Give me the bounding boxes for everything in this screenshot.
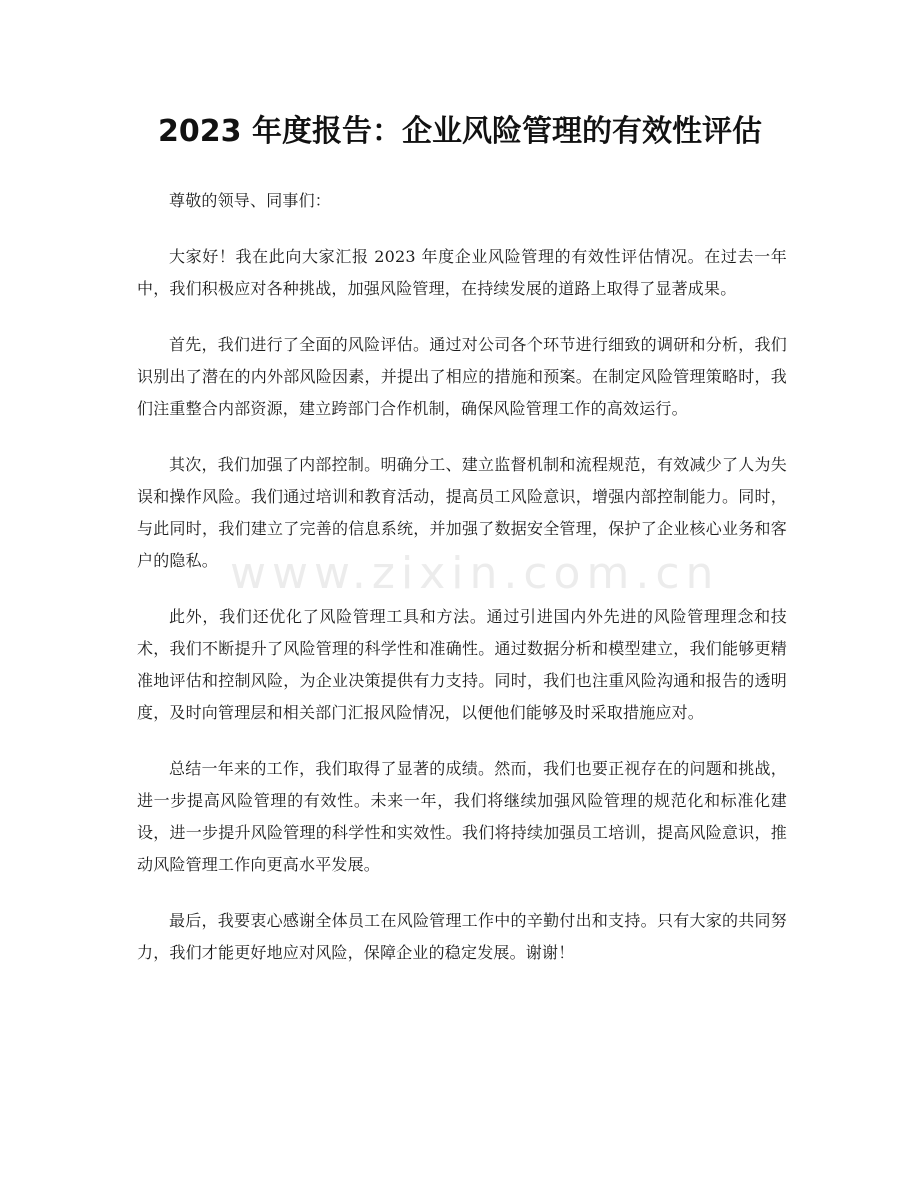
risk-assessment-paragraph: 首先，我们进行了全面的风险评估。通过对公司各个环节进行细致的调研和分析，我们识别出了潜在的内外部风险因素，并提出了相应的措施和预案。在制定风险管理策略时，我们注重整合内部资源，建立跨部门合作机制，确保风险管理工作的高效运行。: [137, 335, 787, 418]
document-body: [137, 185, 787, 993]
closing-paragraph: 最后，我要衷心感谢全体员工在风险管理工作中的辛勤付出和支持。只有大家的共同努力，我们才能更好地应对风险，保障企业的稳定发展。谢谢！: [137, 911, 787, 962]
tools-methods-paragraph: 此外，我们还优化了风险管理工具和方法。通过引进国内外先进的风险管理理念和技术，我们不断提升了风险管理的科学性和准确性。通过数据分析和模型建立，我们能够更精准地评估和控制风险，为企业决策提供有力支持。同时，我们也注重风险沟通和报告的透明度，及时向管理层和相关部门汇报风险情况，以便他们能够及时采取措施应对。: [137, 607, 787, 722]
internal-control-paragraph: 其次，我们加强了内部控制。明确分工、建立监督机制和流程规范，有效减少了人为失误和操作风险。我们通过培训和教育活动，提高员工风险意识，增强内部控制能力。同时，与此同时，我们建立了完善的信息系统，并加强了数据安全管理，保护了企业核心业务和客户的隐私。: [137, 455, 787, 570]
document-title: 2023 年度报告：企业风险管理的有效性评估: [158, 114, 762, 149]
intro-paragraph: 大家好！我在此向大家汇报 2023 年度企业风险管理的有效性评估情况。在过去一年中，我们积极应对各种挑战，加强风险管理，在持续发展的道路上取得了显著成果。: [137, 247, 787, 298]
greeting-paragraph: 尊敬的领导、同事们：: [169, 191, 332, 210]
watermark: www.zixin.com.cn: [230, 548, 720, 599]
summary-paragraph: 总结一年来的工作，我们取得了显著的成绩。然而，我们也要正视存在的问题和挑战，进一步提高风险管理的有效性。未来一年，我们将继续加强风险管理的规范化和标准化建设，进一步提升风险管理的科学性和实效性。我们将持续加强员工培训，提高风险意识，推动风险管理工作向更高水平发展。: [137, 759, 787, 874]
